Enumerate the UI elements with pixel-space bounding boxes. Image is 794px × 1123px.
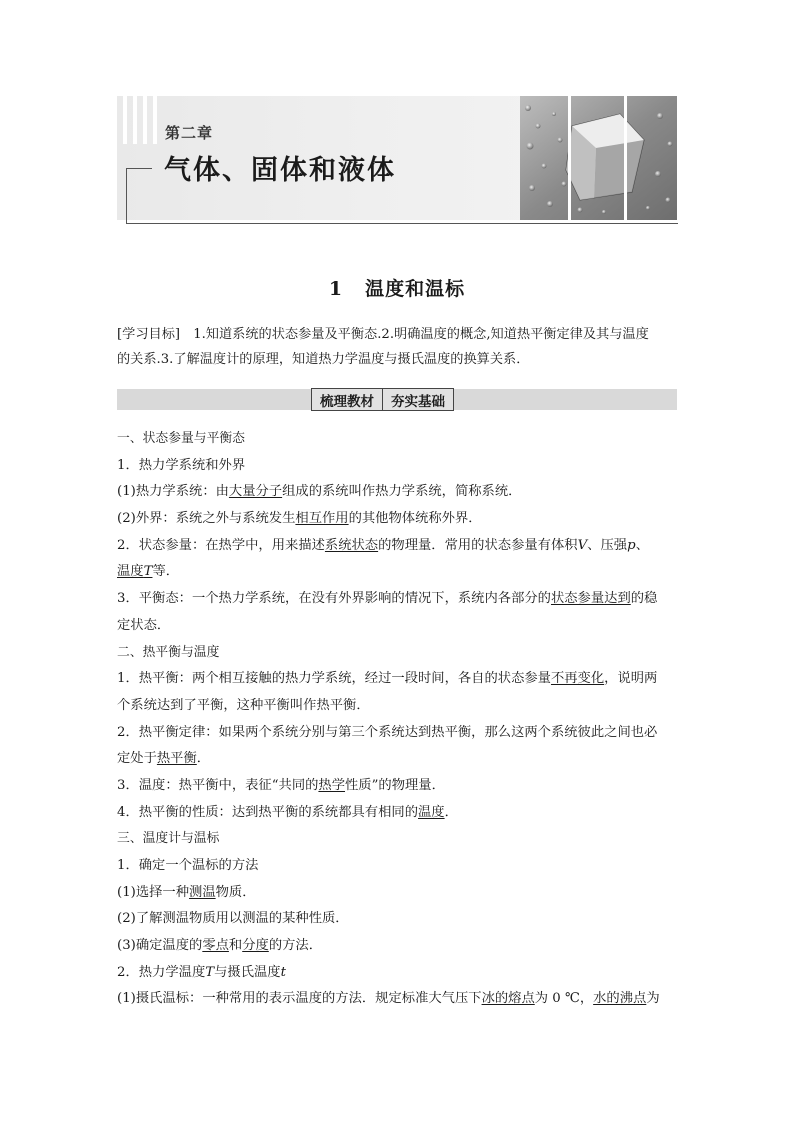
decorative-stripes: [117, 96, 163, 144]
text-line: (1)摄氏温标：一种常用的表示温度的方法．规定标准大气压下冰的熔点为 0 ℃，水的沸点为: [117, 991, 660, 1007]
text-line: 定处于热平衡．: [117, 751, 211, 767]
learning-goals-line: [学习目标] 1.知道系统的状态参量及平衡态.2.明确温度的概念,知道热平衡定律及其与温度: [117, 327, 649, 342]
text-line: (2)了解测温物质用以测温的某种性质．: [117, 911, 349, 927]
section-number: 1: [328, 278, 344, 300]
text-line: (3)确定温度的零点和分度的方法．: [117, 938, 322, 954]
heading-3: 三、温度计与温标: [117, 831, 220, 847]
section-title: [0, 274, 794, 301]
text-line: 1．热力学系统和外界: [117, 457, 246, 473]
heading-1: 一、状态参量与平衡态: [117, 431, 245, 446]
text-line: 2．热力学温度T与摄氏温度t: [117, 964, 286, 980]
body-content: [117, 426, 679, 1013]
text-line: 2．状态参量：在热学中，用来描述系统状态的物理量．常用的状态参量有体积V、压强p、: [117, 537, 649, 553]
heading-2: 二、热平衡与温度: [117, 644, 220, 660]
band-label-right: 夯实基础: [391, 393, 445, 410]
text-line: (1)热力学系统：由大量分子组成的系统叫作热力学系统，简称系统．: [117, 484, 522, 500]
band-label-left: 梳理教材: [320, 393, 374, 410]
text-line: 温度T等．: [117, 564, 180, 580]
text-line: 3．平衡态：一个热力学系统，在没有外界影响的情况下，系统内各部分的状态参量达到的稳: [117, 591, 658, 607]
text-line: 4．热平衡的性质：达到热平衡的系统都具有相同的温度．: [117, 804, 458, 820]
learning-goals-line: 的关系.3.了解温度计的原理，知道热力学温度与摄氏温度的换算关系．: [117, 352, 530, 367]
text-line: (2)外界：系统之外与系统发生相互作用的其他物体统称外界．: [117, 511, 482, 527]
text-line: 定状态．: [117, 617, 171, 633]
text-line: 3．温度：热平衡中，表征“共同的热学性质”的物理量．: [117, 777, 445, 793]
chapter-title: 气体、固体和液体: [164, 155, 396, 186]
text-line: 1．确定一个温标的方法: [117, 858, 259, 873]
text-line: (1)选择一种测温物质．: [117, 884, 256, 900]
text-line: 1．热平衡：两个相互接触的热力学系统，经过一段时间，各自的状态参量不再变化，说明两: [117, 671, 658, 687]
section-band-label: [311, 388, 454, 411]
learning-goals: [117, 322, 679, 372]
ice-cube-photo: [520, 96, 677, 220]
text-line: 2．热平衡定律：如果两个系统分别与第三个系统达到热平衡，那么这两个系统彼此之间也必: [117, 724, 658, 740]
text-line: 个系统达到了平衡，这种平衡叫作热平衡．: [117, 697, 370, 713]
chapter-number: 第二章: [165, 124, 214, 142]
section-title-text: 温度和温标: [365, 278, 466, 300]
